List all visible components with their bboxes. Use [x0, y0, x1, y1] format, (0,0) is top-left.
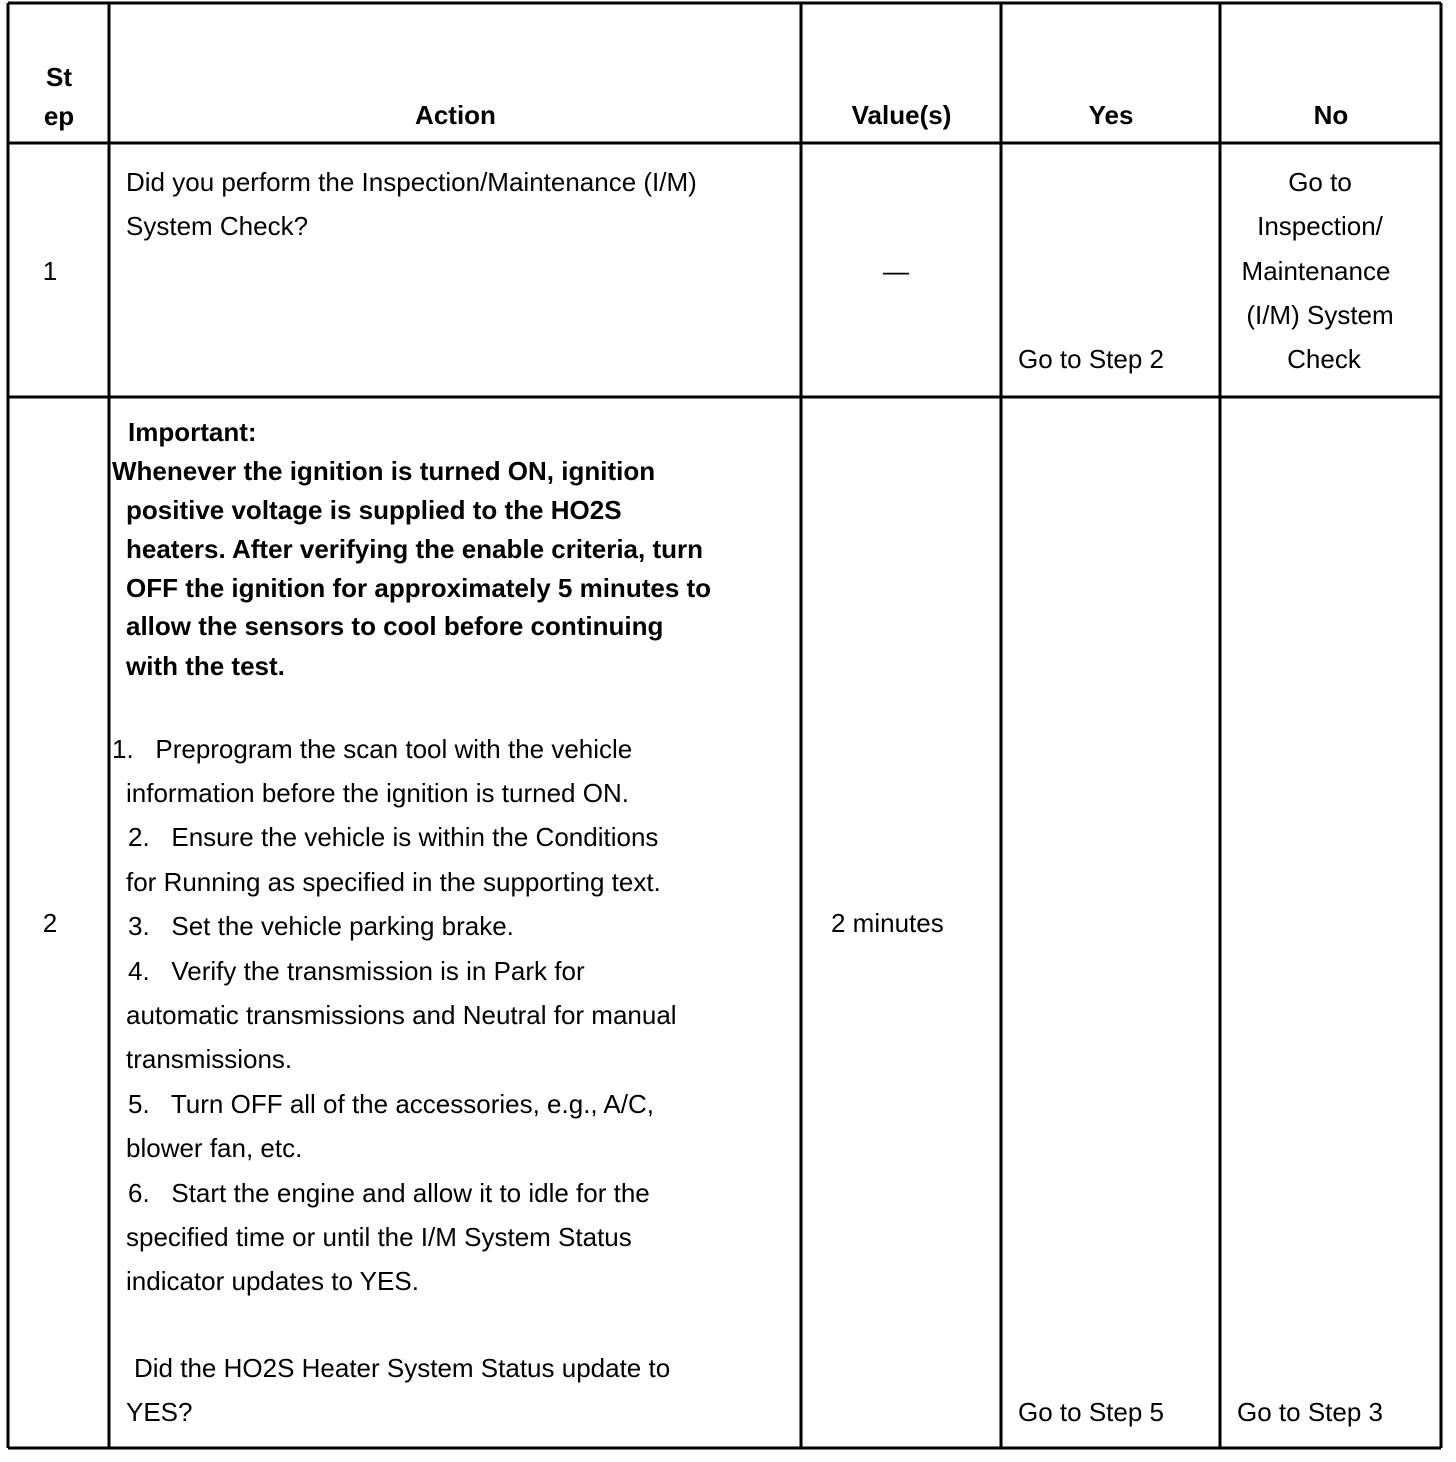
header-step-line1: St [46, 62, 72, 92]
row1-action-line2: System Check? [126, 211, 309, 241]
procedure-line: specified time or until the I/M System Status [126, 1222, 632, 1252]
procedure-line: automatic transmissions and Neutral for manual [126, 1000, 677, 1030]
important-line: OFF the ignition for approximately 5 minutes to [126, 573, 712, 603]
row1-action-line1: Did you perform the Inspection/Maintenance (I/M) [126, 167, 697, 197]
procedure-line: 5. Turn OFF all of the accessories, e.g., A/C, [128, 1089, 654, 1119]
row1-step: 1 [42, 256, 58, 286]
important-line: with the test. [126, 651, 285, 681]
row1-value: — [883, 256, 909, 286]
row1-no-line2: Inspection/ [1257, 211, 1383, 241]
header-values: Value(s) [851, 100, 952, 130]
procedure-line: 4. Verify the transmission is in Park for [128, 956, 585, 986]
header-action: Action [415, 100, 496, 130]
procedure-line: 2. Ensure the vehicle is within the Conditions [128, 822, 659, 852]
row1-yes: Go to Step 2 [1018, 344, 1164, 374]
important-line: Whenever the ignition is turned ON, ignition [112, 456, 656, 486]
row1-no-line5: Check [1287, 344, 1361, 374]
important-line: allow the sensors to cool before continuing [126, 611, 664, 641]
header-yes: Yes [1088, 100, 1134, 130]
header-step-line2: ep [43, 101, 75, 131]
row2-question-line2: YES? [126, 1397, 193, 1427]
procedure-line: blower fan, etc. [126, 1133, 303, 1163]
important-line: heaters. After verifying the enable criteria, turn [126, 534, 703, 564]
row2-value: 2 minutes [831, 908, 944, 938]
procedure-line: transmissions. [126, 1044, 293, 1074]
row2-yes: Go to Step 5 [1018, 1397, 1164, 1427]
procedure-line: indicator updates to YES. [126, 1266, 419, 1296]
important-label: Important: [128, 417, 257, 447]
row2-no: Go to Step 3 [1237, 1397, 1383, 1427]
important-line: positive voltage is supplied to the HO2S [126, 495, 622, 525]
procedure-line: 3. Set the vehicle parking brake. [128, 911, 514, 941]
row1-no-line3: Maintenance [1241, 256, 1391, 286]
procedure-line: 1. Preprogram the scan tool with the vehicle [112, 734, 633, 764]
row2-question-line1: Did the HO2S Heater System Status update to [134, 1353, 671, 1383]
row1-no-line1: Go to [1288, 167, 1352, 197]
row2-step: 2 [42, 908, 58, 938]
procedure-line: 6. Start the engine and allow it to idle for the [128, 1178, 650, 1208]
header-no: No [1313, 100, 1349, 130]
procedure-line: for Running as specified in the supporting text. [126, 867, 661, 897]
procedure-line: information before the ignition is turned ON. [126, 778, 629, 808]
row1-no-line4: (I/M) System [1246, 300, 1394, 330]
